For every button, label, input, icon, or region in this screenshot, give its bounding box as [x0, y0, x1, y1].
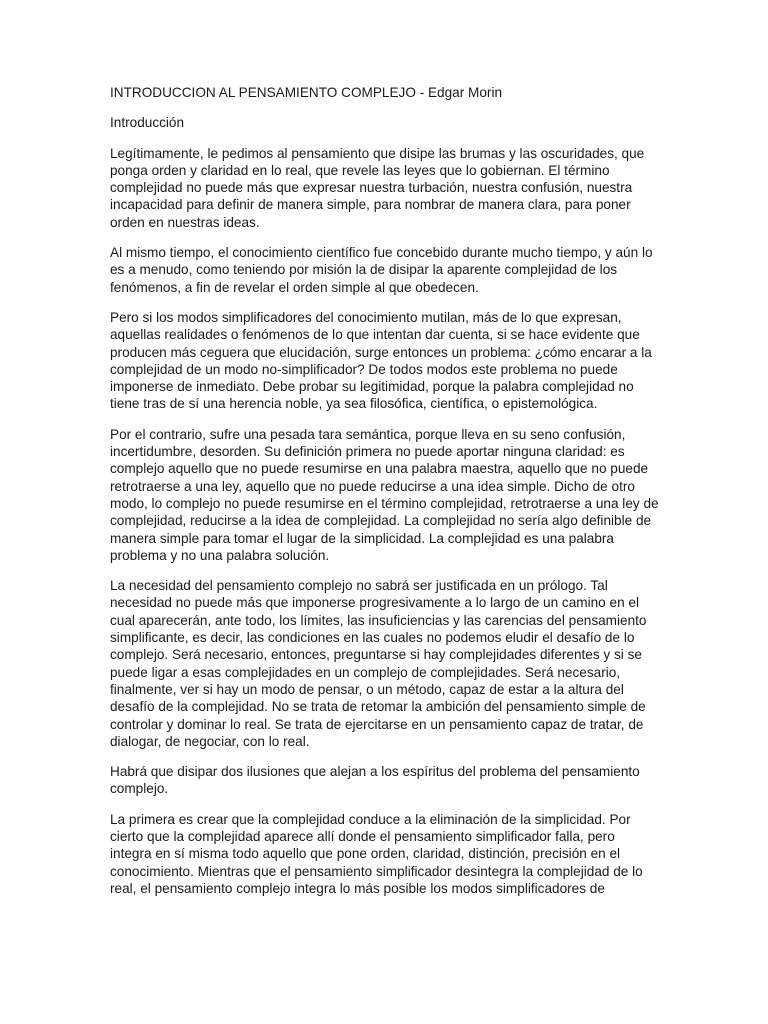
document-title: INTRODUCCION AL PENSAMIENTO COMPLEJO - Edgar Morin — [110, 85, 503, 100]
paragraph: Pero si los modos simplificadores del conocimiento mutilan, más de lo que expresan, aquellas realidades o fenómenos de lo que intentan dar cuenta, si se hace evidente que producen más ceguera que elucidación, surge entonces un problema: ¿cómo encarar a la complejidad de un modo no-simplificador? De todos modos este problema no puede imponerse de inmediato. Debe probar su legitimidad, porque la palabra complejidad no tiene tras de sí una herencia noble, ya sea filosófica, científica, o epistemológica. — [110, 309, 652, 412]
paragraph: Habrá que disipar dos ilusiones que alejan a los espíritus del problema del pensamiento complejo. — [110, 764, 640, 797]
paragraph: Por el contrario, sufre una pesada tara semántica, porque lleva en su seno confusión, incertidumbre, desorden. Su definición primera no puede aportar ninguna claridad: es complejo aquello que no puede resumirse en una palabra maestra, aquello que no puede retrotraerse a una ley, aquello que no puede reducirse a una idea simple. Dicho de otro modo, lo complejo no puede resumirse en el término complejidad, retrotraerse a una ley de complejidad, reducirse a la idea de complejidad. La complejidad no sería algo definible de manera simple para tomar el lugar de la simplicidad. La complejidad es una palabra problema y no una palabra solución. — [110, 426, 659, 563]
paragraph: Al mismo tiempo, el conocimiento científico fue concebido durante mucho tiempo, y aún lo es a menudo, como teniendo por misión la de disipar la aparente complejidad de los fenómenos, a fin de revelar el orden simple al que obedecen. — [110, 245, 653, 295]
paragraph: Legítimamente, le pedimos al pensamiento que disipe las brumas y las oscuridades, que ponga orden y claridad en lo real, que revele las leyes que lo gobiernan. El término complejidad no puede más que expresar nuestra turbación, nuestra confusión, nuestra incapacidad para definir de manera simple, para nombrar de manera clara, para poner orden en nuestras ideas. — [110, 145, 645, 230]
paragraph: La primera es crear que la complejidad conduce a la eliminación de la simplicidad. Por cierto que la complejidad aparece allí donde el pensamiento simplificador falla, pero integra en sí misma todo aquello que pone orden, claridad, distinción, precisión en el conocimiento. Mientras que el pensamiento simplificador desintegra la complejidad de lo real, el pensamiento complejo integra lo más posible los modos simplificadores de — [110, 811, 643, 896]
paragraph: La necesidad del pensamiento complejo no sabrá ser justificada en un prólogo. Tal necesidad no puede más que imponerse progresivamente a lo largo de un camino en el cual aparecerán, ante todo, los límites, las insuficiencias y las carencias del pensamiento simplificante, es decir, las condiciones en las cuales no podemos eludir el desafío de lo complejo. Será necesario, entonces, preguntarse si hay complejidades diferentes y si se puede ligar a esas complejidades en un complejo de complejidades. Será necesario, finalmente, ver si hay un modo de pensar, o un método, capaz de estar a la altura del desafío de la complejidad. No se trata de retomar la ambición del pensamiento simple de controlar y dominar lo real. Se trata de ejercitarse en un pensamiento capaz de tratar, de dialogar, de negociar, con lo real. — [110, 578, 647, 749]
document-body — [110, 84, 660, 910]
section-heading: Introducción — [110, 115, 185, 131]
